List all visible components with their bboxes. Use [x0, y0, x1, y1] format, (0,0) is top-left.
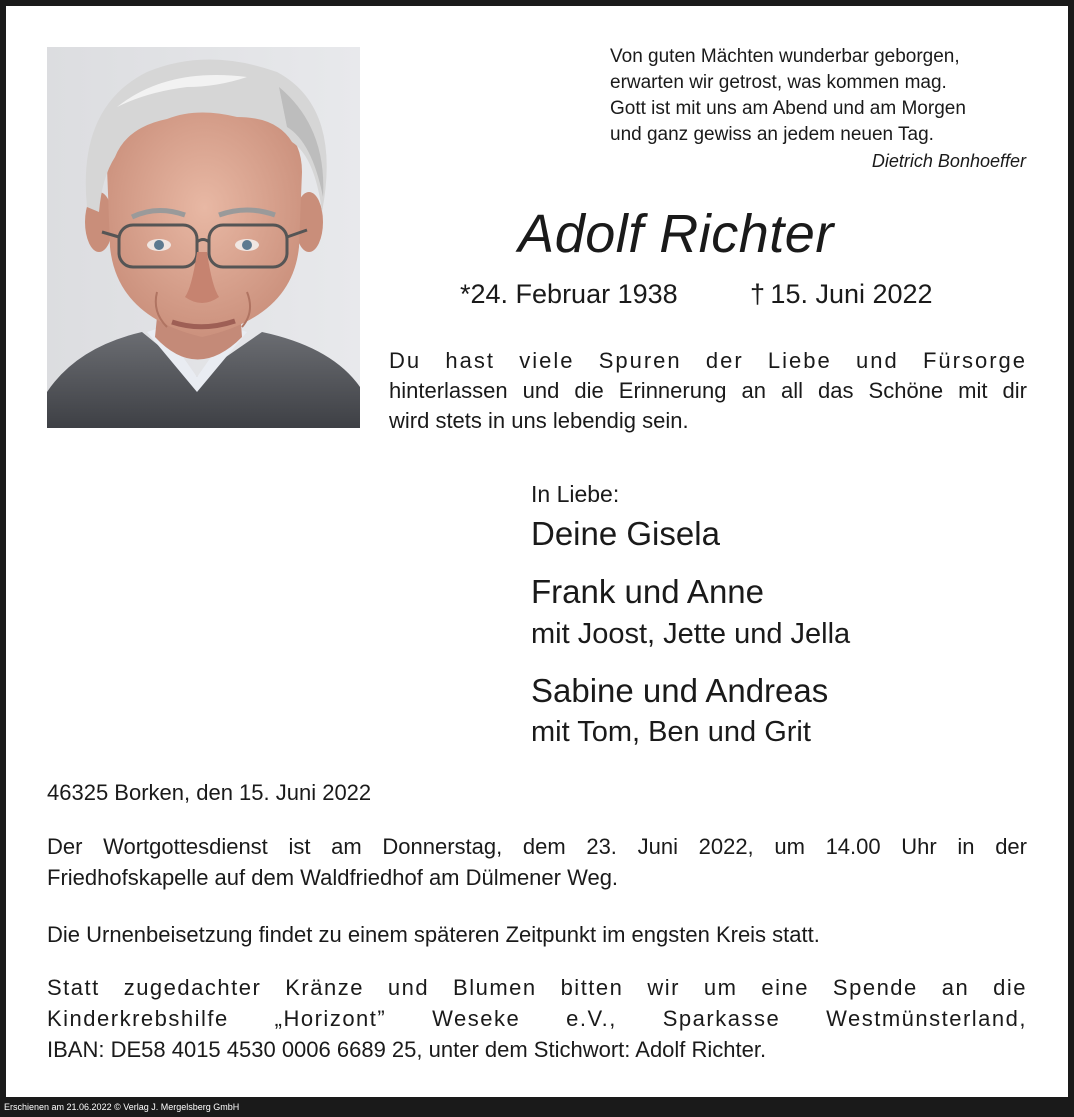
- verse-line: Du hast viele Spuren der Liebe und Fürsorge: [389, 348, 1027, 373]
- poem-line: Gott ist mit uns am Abend und am Morgen: [610, 98, 966, 119]
- poem: [610, 44, 1030, 174]
- birth-date: *24. Februar 1938: [460, 279, 678, 309]
- verse-line: hinterlassen und die Erinnerung an all das Schöne mit dir: [389, 378, 1027, 403]
- deceased-name: Adolf Richter: [518, 204, 834, 264]
- publication-footer: Erschienen am 21.06.2022 © Verlag J. Mergelsberg GmbH: [4, 1102, 240, 1112]
- portrait-image: [47, 47, 360, 428]
- family-member: Frank und Anne: [531, 573, 764, 610]
- donation-line: IBAN: DE58 4015 4530 0006 6689 25, unter dem Stichwort: Adolf Richter.: [47, 1037, 767, 1062]
- verse-line: wird stets in uns lebendig sein.: [389, 408, 689, 433]
- burial-line: Die Urnenbeisetzung findet zu einem späteren Zeitpunkt im engsten Kreis statt.: [47, 922, 820, 947]
- family-member-children: mit Joost, Jette und Jella: [531, 618, 851, 650]
- portrait-photo: [47, 47, 360, 428]
- memorial-verse: [389, 346, 1027, 436]
- service-line: Friedhofskapelle auf dem Waldfriedhof am Dülmener Weg.: [47, 865, 619, 890]
- donation-line: Statt zugedachter Kränze und Blumen bitten wir um eine Spende an die: [47, 975, 1027, 1000]
- poem-author: Dietrich Bonhoeffer: [871, 151, 1026, 171]
- death-cross-icon: †: [750, 279, 766, 309]
- service-line: Der Wortgottesdienst ist am Donnerstag, dem 23. Juni 2022, um 14.00 Uhr in der: [47, 834, 1027, 859]
- family-member: Deine Gisela: [531, 515, 720, 552]
- service-info: [47, 831, 1027, 893]
- death-date: [750, 278, 933, 310]
- death-date-text: 15. Juni 2022: [765, 279, 933, 309]
- obituary-page: [6, 6, 1068, 1097]
- poem-line: Von guten Mächten wunderbar geborgen,: [610, 46, 960, 67]
- place-date: 46325 Borken, den 15. Juni 2022: [47, 780, 372, 805]
- poem-line: und ganz gewiss an jedem neuen Tag.: [610, 124, 934, 145]
- burial-info: [47, 919, 1027, 950]
- donation-line: Kinderkrebshilfe „Horizont” Weseke e.V., Sparkasse Westmünsterland,: [47, 1006, 1027, 1031]
- family-member-children: mit Tom, Ben und Grit: [531, 716, 811, 748]
- family-member: Sabine und Andreas: [531, 672, 829, 709]
- poem-line: erwarten wir getrost, was kommen mag.: [610, 72, 947, 93]
- family-intro: In Liebe:: [531, 481, 620, 507]
- donation-info: [47, 972, 1027, 1065]
